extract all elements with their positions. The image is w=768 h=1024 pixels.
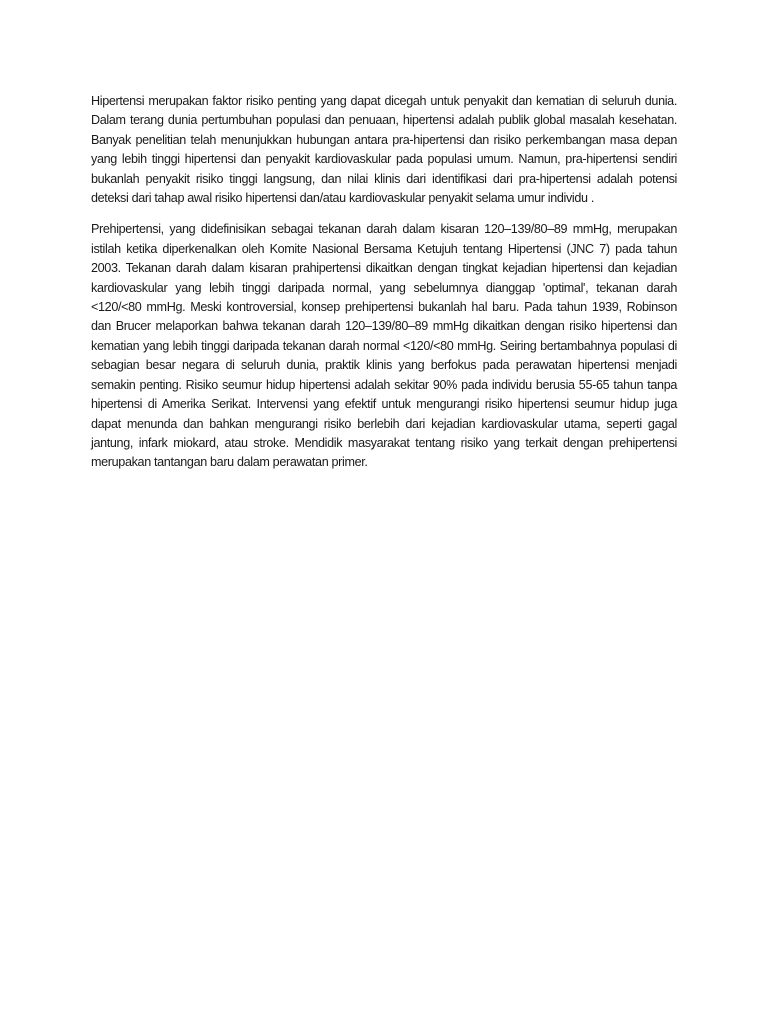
- paragraph-hypertension-intro: Hipertensi merupakan faktor risiko penting yang dapat dicegah untuk penyakit dan kematian di seluruh dunia. Dalam terang dunia pertumbuhan populasi dan penuaan, hipertensi adalah publik global masalah kesehatan. Banyak penelitian telah menunjukkan hubungan antara pra-hipertensi dan risiko perkembangan masa depan yang lebih tinggi hipertensi dan penyakit kardiovaskular pada populasi umum. Namun, pra-hipertensi sendiri bukanlah penyakit risiko tinggi langsung, dan nilai klinis dari identifikasi dari pra-hipertensi adalah potensi deteksi dari tahap awal risiko hipertensi dan/atau kardiovaskular penyakit selama umur individu .: [91, 94, 677, 206]
- document-body: [91, 92, 677, 473]
- paragraph-prehypertension: Prehipertensi, yang didefinisikan sebagai tekanan darah dalam kisaran 120–139/80–89 mmHg, merupakan istilah ketika diperkenalkan oleh Komite Nasional Bersama Ketujuh tentang Hipertensi (JNC 7) pada tahun 2003. Tekanan darah dalam kisaran prahipertensi dikaitkan dengan tingkat kejadian hipertensi dan kejadian kardiovaskular yang lebih tinggi daripada normal, yang sebelumnya dianggap 'optimal', tekanan darah <120/<80 mmHg. Meski kontroversial, konsep prehipertensi bukanlah hal baru. Pada tahun 1939, Robinson dan Brucer melaporkan bahwa tekanan darah 120–139/80–89 mmHg dikaitkan dengan risiko hipertensi dan kematian yang lebih tinggi daripada tekanan darah normal <120/<80 mmHg. Seiring bertambahnya populasi di sebagian besar negara di seluruh dunia, praktik klinis yang berfokus pada perawatan hipertensi menjadi semakin penting. Risiko seumur hidup hipertensi adalah sekitar 90% pada individu berusia 55-65 tahun tanpa hipertensi di Amerika Serikat. Intervensi yang efektif untuk mengurangi risiko hipertensi seumur hidup juga dapat menunda dan bahkan mengurangi risiko berlebih dari kejadian kardiovaskular utama, seperti gagal jantung, infark miokard, atau stroke. Mendidik masyarakat tentang risiko yang terkait dengan prehipertensi merupakan tantangan baru dalam perawatan primer.: [91, 222, 677, 470]
